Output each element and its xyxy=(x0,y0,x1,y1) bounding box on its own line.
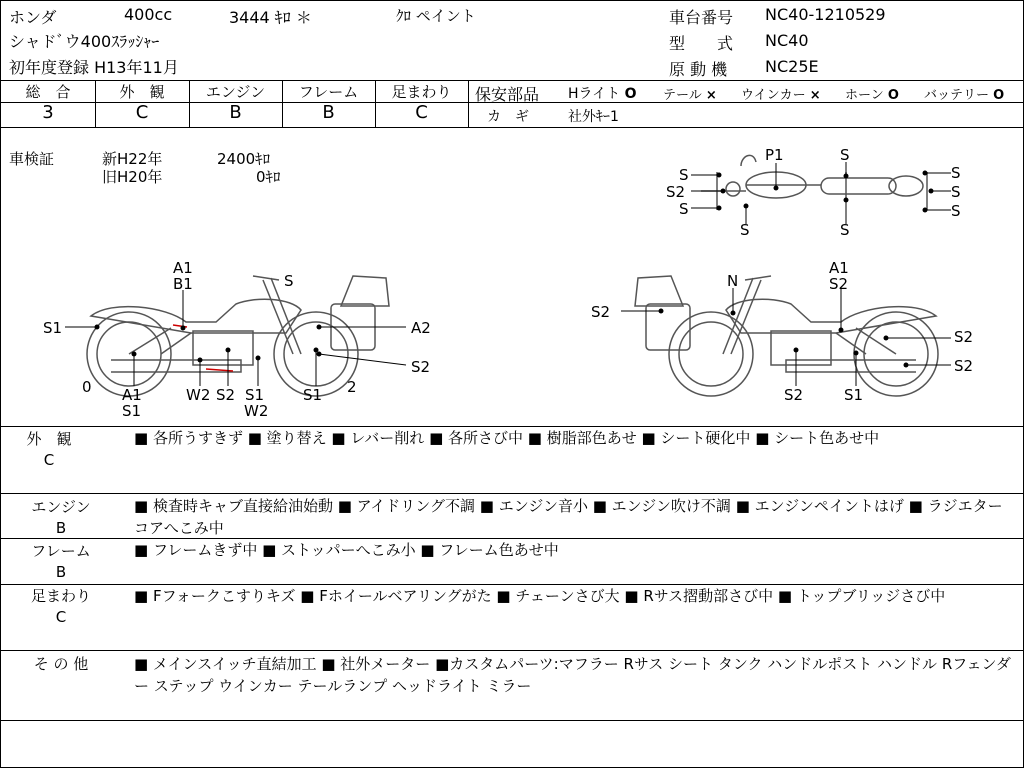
inspection-title: 車検証 xyxy=(9,150,55,168)
diagram-label: S xyxy=(679,166,689,184)
diagram-label: 0 xyxy=(82,378,92,396)
diagram-label: S xyxy=(840,146,850,164)
diagram-label: S1 xyxy=(844,386,864,404)
mileage: 3444 ｷﾛ ＊ xyxy=(229,8,312,27)
divider xyxy=(1,720,1023,721)
diagram-label: S1 xyxy=(122,402,142,420)
section-frame-label: フレーム B xyxy=(31,542,91,581)
safety-battery: バッテリー O xyxy=(924,88,1005,103)
engine-value: NC25E xyxy=(765,57,819,76)
motorcycle-diagram xyxy=(1,128,1023,428)
diagram-label: S1 xyxy=(245,386,265,404)
section-exterior-text: ■ 各所うすきず ■ 塗り替え ■ レバー削れ ■ 各所さび中 ■ 樹脂部色あせ ■ シート硬化中 ■ シート色あせ中 xyxy=(134,429,880,447)
section-suspension-label: 足まわり C xyxy=(30,587,91,626)
diagram-label: A2 xyxy=(411,319,431,337)
safety-taillight: テール × xyxy=(663,88,717,103)
inspection-new-value: 2400ｷﾛ xyxy=(217,150,271,168)
grade-frame: B xyxy=(322,102,335,123)
key-value: 社外ｷｰ1 xyxy=(568,109,619,125)
type-value: NC40 xyxy=(765,31,809,50)
diagram-label: S2 xyxy=(784,386,804,404)
taillight-mark: × xyxy=(705,88,717,103)
diagram-label: 2 xyxy=(347,378,357,396)
divider xyxy=(468,80,469,127)
first-registration: 初年度登録 H13年11月 xyxy=(9,58,179,77)
inspection-new-label: 新H22年 xyxy=(102,150,163,168)
grade-engine: B xyxy=(229,102,242,123)
horn-mark: O xyxy=(887,88,899,103)
section-suspension-text: ■ Fフォークこすりキズ ■ Fホイールベアリングがた ■ チェーンさび大 ■ Rサス摺動部さび中 ■ トップブリッジさび中 xyxy=(134,587,946,605)
maker: ホンダ xyxy=(9,8,57,27)
grade-total: 3 xyxy=(42,102,54,123)
right-side-view-outline xyxy=(635,276,938,396)
safety-headlight: Hライト O xyxy=(568,86,637,102)
grade-header-engine: エンジン xyxy=(205,83,266,101)
grade-header-total: 総 合 xyxy=(25,83,71,101)
type-label: 型 式 xyxy=(669,34,734,53)
diagram-label: S xyxy=(951,164,961,182)
model-name: シャドﾞウ400ｽﾗｯｼｬｰ xyxy=(9,32,160,51)
diagram-label: B1 xyxy=(173,275,193,293)
diagram-label: P1 xyxy=(765,146,784,164)
safety-winker: ウインカー × xyxy=(741,88,821,103)
section-engine-text: ■ 検査時キャブ直接給油始動 ■ アイドリング不調 ■ エンジン音小 ■ エンジン吹け不調 ■ エンジンペイントはげ ■ ラジエターコアへこみ中 xyxy=(134,497,1003,537)
diagram-label: N xyxy=(727,272,739,290)
inspection-old-label: 旧H20年 xyxy=(102,168,163,186)
diagram-label: S xyxy=(840,221,850,239)
grade-header-exterior: 外 観 xyxy=(119,83,165,101)
diagram-label: S2 xyxy=(954,357,974,375)
section-engine-label: エンジン B xyxy=(31,498,91,537)
diagram-label: S xyxy=(679,200,689,218)
color: ｸﾛ ペイント xyxy=(396,7,476,25)
diagram-label: S xyxy=(284,272,294,290)
diagram-label: S xyxy=(951,183,961,201)
left-side-view-outline xyxy=(87,276,389,396)
safety-title: 保安部品 xyxy=(475,85,540,104)
diagram-label: S1 xyxy=(303,386,323,404)
headlight-mark: O xyxy=(624,86,637,102)
diagram-label: S1 xyxy=(43,319,63,337)
section-frame-text: ■ フレームきず中 ■ ストッパーへこみ小 ■ フレーム色あせ中 xyxy=(134,541,559,559)
diagram-label: S2 xyxy=(954,328,974,346)
inspection-old-value: 0ｷﾛ xyxy=(256,168,281,186)
safety-horn: ホーン O xyxy=(845,88,899,103)
frame-no-label: 車台番号 xyxy=(669,8,734,27)
grade-exterior: C xyxy=(135,102,149,123)
diagram-label: A1 xyxy=(122,386,142,404)
diagram-label: S xyxy=(951,202,961,220)
diagram-label: S2 xyxy=(591,303,611,321)
diagram-label: A1 xyxy=(173,259,193,277)
diagram-label: S2 xyxy=(666,183,686,201)
section-other-text: ■ メインスイッチ直結加工 ■ 社外メーター ■カスタムパーツ:マフラー Rサス シート タンク ハンドルポスト ハンドル Rフェンダー ステップ ウインカー テールランプ ヘッドライト ミラー xyxy=(134,655,1011,695)
grade-header-suspension: 足まわり xyxy=(391,83,452,101)
divider xyxy=(1,650,1023,651)
grade-header-frame: フレーム xyxy=(298,83,359,101)
engine-label: 原 動 機 xyxy=(669,60,728,79)
diagram-label: S2 xyxy=(411,358,431,376)
winker-mark: × xyxy=(809,88,821,103)
section-exterior-label: 外 観 C xyxy=(26,430,72,469)
diagram-label: W2 xyxy=(186,386,211,404)
section-other-label: そ の 他 xyxy=(33,655,89,673)
diagram-label: S2 xyxy=(829,275,849,293)
divider xyxy=(1,493,1023,494)
grade-suspension: C xyxy=(415,102,428,123)
diagram-label: W2 xyxy=(244,402,269,420)
frame-no: NC40-1210529 xyxy=(765,5,886,24)
battery-mark: O xyxy=(993,88,1005,103)
key-label: カ ギ xyxy=(487,109,529,125)
top-view-outline xyxy=(701,155,927,210)
diagram-label: A1 xyxy=(829,259,849,277)
displacement: 400cc xyxy=(124,5,173,24)
diagram-label: S xyxy=(740,221,750,239)
diagram-label: S2 xyxy=(216,386,236,404)
